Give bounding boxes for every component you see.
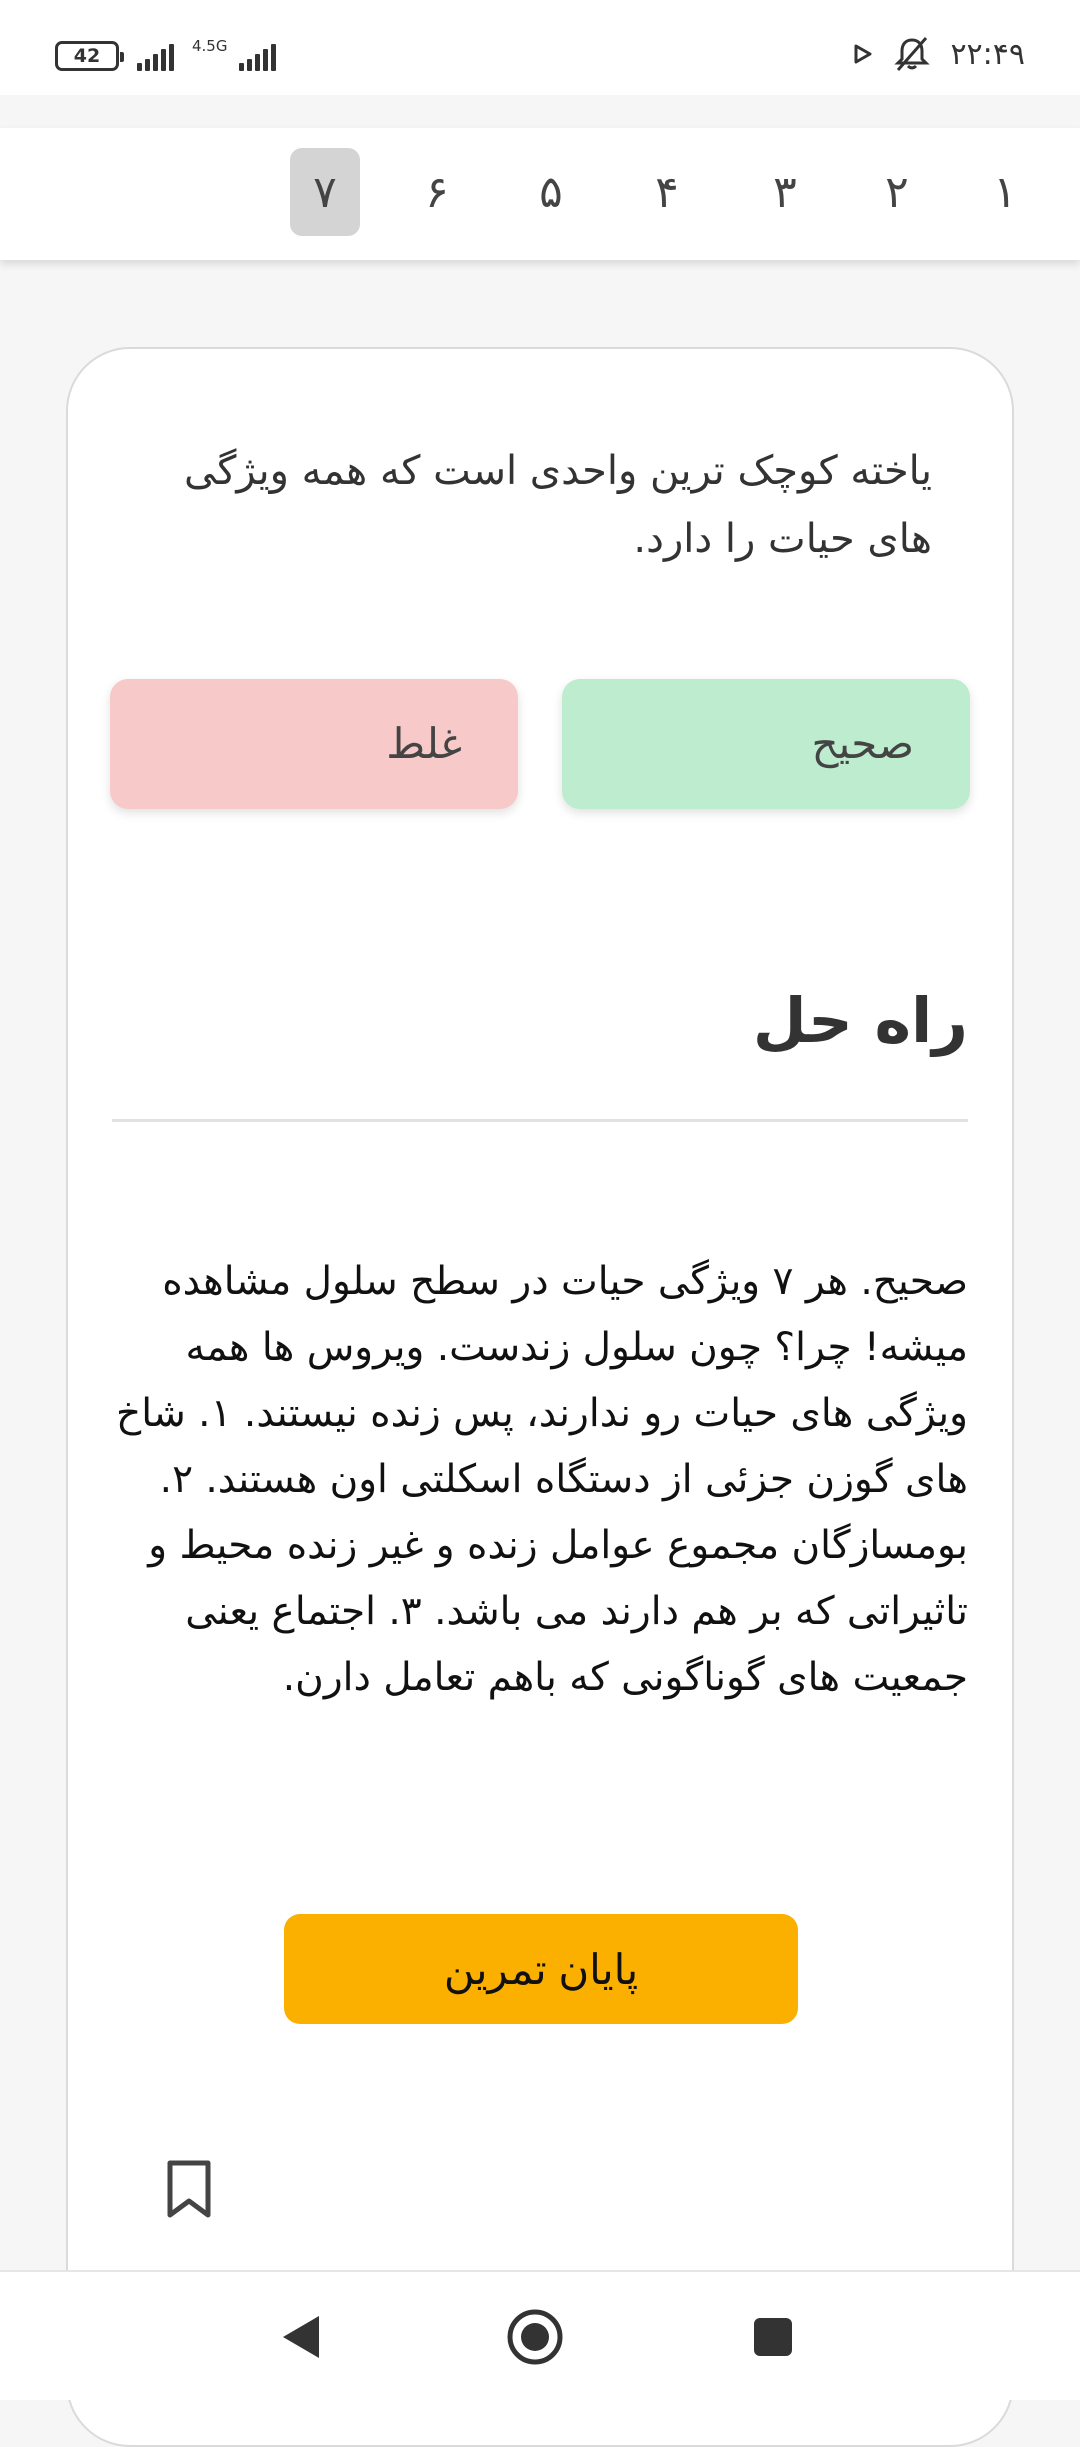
status-indicators	[55, 36, 276, 76]
divider	[112, 1119, 968, 1122]
wrong-button[interactable]: غلط	[110, 679, 518, 809]
signal-icon	[137, 41, 174, 71]
bell-off-icon	[892, 34, 932, 74]
tab-6[interactable]: ۶	[425, 166, 449, 218]
recent-apps-icon[interactable]	[738, 2302, 808, 2372]
question-tabs	[0, 128, 1080, 260]
question-text: یاخته کوچک ترین واحدی است که همه ویژگی های حیات را دارد.	[183, 448, 932, 562]
tab-1[interactable]: ۱	[993, 166, 1017, 218]
tab-3[interactable]: ۳	[773, 166, 797, 218]
back-icon[interactable]	[266, 2302, 336, 2372]
solution-title: راه حل	[752, 984, 968, 1057]
tab-2[interactable]: ۲	[885, 166, 909, 218]
signal-icon-2	[239, 41, 276, 71]
battery-level: 42	[73, 45, 101, 67]
navigation-bar	[0, 2270, 1080, 2400]
tab-4[interactable]: ۴	[655, 166, 679, 218]
home-icon[interactable]	[500, 2302, 570, 2372]
bookmark-icon[interactable]	[164, 2159, 214, 2219]
question-card	[66, 347, 1014, 2447]
play-icon	[850, 42, 874, 66]
tab-7[interactable]: ۷	[290, 148, 360, 236]
network-type: 4.5G	[192, 36, 228, 55]
status-bar	[0, 0, 1080, 95]
clock: ۲۲:۴۹	[950, 36, 1025, 72]
battery-icon	[55, 41, 119, 71]
finish-exercise-button[interactable]: پایان تمرین	[284, 1914, 798, 2024]
correct-button[interactable]: صحیح	[562, 679, 970, 809]
solution-text: صحیح. هر ۷ ویژگی حیات در سطح سلول مشاهده میشه! چرا؟ چون سلول زندست. ویروس ها همه ویژگی های حیات رو ندارند، پس زنده نیستند. ۱. شاخ های گوزن جزئی از دستگاه اسکلتی اون هستند. ۲. بومسازگان مجموع عوامل زنده و غیر زنده محیط و تاثیراتی که بر هم دارند می باشد. ۳. اجتماع یعنی جمعیت های گوناگونی که باهم تعامل دارن.	[116, 1259, 968, 1700]
status-right	[850, 32, 1025, 76]
tab-5[interactable]: ۵	[539, 166, 563, 218]
